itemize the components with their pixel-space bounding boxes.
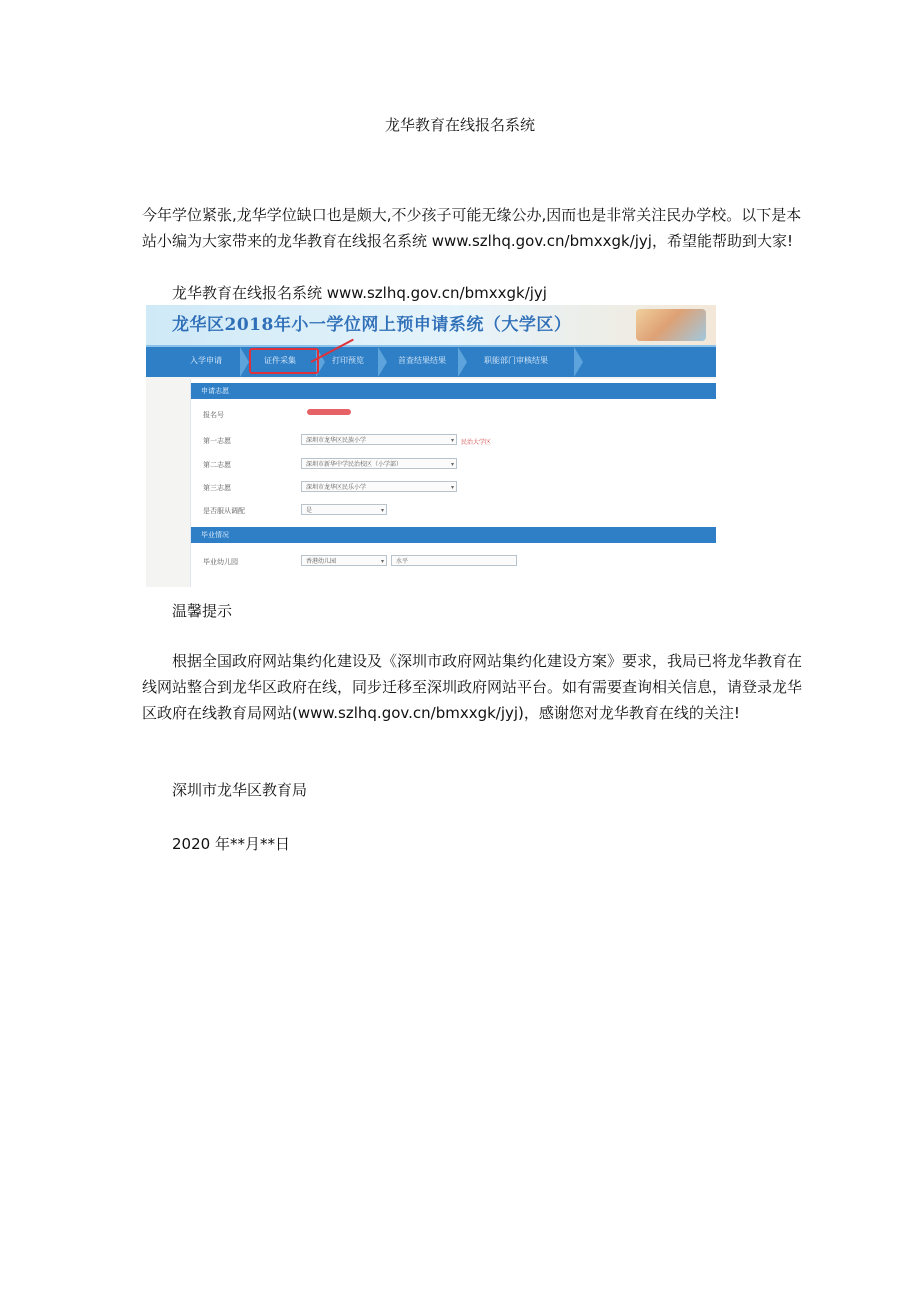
nav-separator [240,347,249,377]
label-kindergarten: 毕业幼儿园 [203,558,238,566]
chevron-down-icon: ▾ [380,507,384,514]
chevron-down-icon: ▾ [450,484,454,491]
embedded-screenshot [146,305,716,587]
notice-paragraph: 根据全国政府网站集约化建设及《深圳市政府网站集约化建设方案》要求，我局已将龙华教育在线网站整合到龙华区政府在线，同步迁移至深圳政府网站平台。如有需要查询相关信息，请登录龙华区政府在线教育局网站(www.szlhq.gov.cn/bmxxgk/jyj)，感谢您对龙华教育在线的关注! [142,652,803,722]
nav-step-department-review[interactable]: 职能部门审核结果 [484,356,548,365]
section-header-graduation: 毕业情况 [191,527,716,543]
section-header-choices: 申请志愿 [191,383,716,399]
chevron-down-icon: ▾ [450,461,454,468]
label-registration-no: 报名号 [203,411,224,419]
active-step-highlight [249,348,319,374]
kindergarten-select[interactable]: 香港幼儿园 ▾ [301,555,387,566]
nav-step-apply[interactable]: 入学申请 [190,356,222,365]
system-banner [146,305,716,345]
label-accept-adjustment: 是否服从调配 [203,507,245,515]
kindergarten-input[interactable]: 水平 [391,555,517,566]
district-note: 民治大学区 [461,439,492,446]
date-line: 2020 年**月**日 [172,835,290,853]
intro-paragraph: 今年学位紧张,龙华学位缺口也是颇大,不少孩子可能无缘公办,因而也是非常关注民办学校。以下是本站小编为大家带来的龙华教育在线报名系统 www.szlhq.gov.cn/bmxxgk/jyj，希望能帮助到大家! [142,206,802,250]
nav-step-first-review[interactable]: 首查结果结果 [398,356,446,365]
first-choice-select[interactable]: 深圳市龙华区民族小学 ▾ [301,434,457,445]
application-form [190,379,716,587]
nav-separator [378,347,387,377]
label-third-choice: 第三志愿 [203,484,231,492]
chevron-down-icon: ▾ [450,437,454,444]
banner-title: 龙华区2018年小一学位网上预申请系统（大学区） [172,315,572,335]
tip-heading: 温馨提示 [172,602,233,620]
second-choice-select[interactable]: 深圳市新华中学民治校区（小学部） ▾ [301,458,457,469]
third-choice-select[interactable]: 深圳市龙华区民乐小学 ▾ [301,481,457,492]
chevron-down-icon: ▾ [380,558,384,565]
signature: 深圳市龙华区教育局 [172,781,308,799]
accept-adjustment-select[interactable]: 是 ▾ [301,504,387,515]
nav-step-documents[interactable]: 证件采集 [264,356,296,365]
nav-separator [574,347,583,377]
document-title: 龙华教育在线报名系统 [384,116,535,134]
label-second-choice: 第二志愿 [203,461,231,469]
screenshot-caption: 龙华教育在线报名系统 www.szlhq.gov.cn/bmxxgk/jyj [172,284,547,302]
banner-decoration-image [636,309,706,341]
redacted-registration-no [307,409,351,415]
nav-separator [458,347,467,377]
step-nav [146,345,716,377]
nav-step-print-preview[interactable]: 打印预览 [332,356,364,365]
label-first-choice: 第一志愿 [203,437,231,445]
